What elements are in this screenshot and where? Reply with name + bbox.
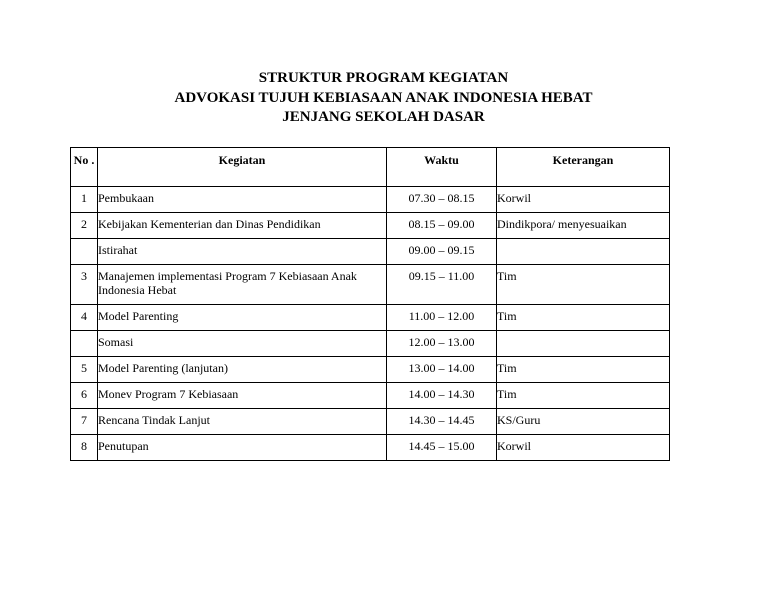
cell-kegiatan: Manajemen implementasi Program 7 Kebiasaan Anak Indonesia Hebat [98, 265, 387, 305]
cell-no: 1 [71, 187, 98, 213]
cell-waktu: 11.00 – 12.00 [387, 305, 497, 331]
table-row [71, 409, 670, 435]
cell-keterangan: Tim [497, 305, 670, 331]
cell-kegiatan: Istirahat [98, 239, 387, 265]
cell-keterangan: Korwil [497, 187, 670, 213]
cell-keterangan [497, 239, 670, 265]
cell-no [71, 331, 98, 357]
cell-waktu: 14.30 – 14.45 [387, 409, 497, 435]
schedule-table [70, 147, 670, 461]
cell-no: 8 [71, 435, 98, 461]
title-line-2: ADVOKASI TUJUH KEBIASAAN ANAK INDONESIA HEBAT [174, 89, 593, 106]
cell-keterangan [497, 331, 670, 357]
cell-no [71, 239, 98, 265]
table-row [71, 239, 670, 265]
cell-keterangan: KS/Guru [497, 409, 670, 435]
table-header-row [71, 148, 670, 187]
cell-keterangan: Korwil [497, 435, 670, 461]
cell-kegiatan: Somasi [98, 331, 387, 357]
cell-kegiatan: Model Parenting [98, 305, 387, 331]
cell-keterangan: Dindikpora/ menyesuaikan [497, 213, 670, 239]
cell-kegiatan: Kebijakan Kementerian dan Dinas Pendidikan [98, 213, 387, 239]
cell-kegiatan: Rencana Tindak Lanjut [98, 409, 387, 435]
header-kegiatan: Kegiatan [98, 148, 387, 187]
cell-waktu: 14.45 – 15.00 [387, 435, 497, 461]
cell-keterangan: Tim [497, 265, 670, 305]
header-keterangan: Keterangan [497, 148, 670, 187]
cell-no: 5 [71, 357, 98, 383]
cell-no: 2 [71, 213, 98, 239]
cell-waktu: 09.15 – 11.00 [387, 265, 497, 305]
title-line-3: JENJANG SEKOLAH DASAR [282, 109, 485, 125]
table-row [71, 357, 670, 383]
table-row [71, 435, 670, 461]
document-title [0, 69, 768, 128]
header-no: No . [71, 148, 98, 187]
title-line-1: STRUKTUR PROGRAM KEGIATAN [258, 70, 509, 86]
cell-no: 6 [71, 383, 98, 409]
cell-waktu: 13.00 – 14.00 [387, 357, 497, 383]
cell-waktu: 08.15 – 09.00 [387, 213, 497, 239]
header-waktu: Waktu [387, 148, 497, 187]
cell-waktu: 14.00 – 14.30 [387, 383, 497, 409]
cell-waktu: 12.00 – 13.00 [387, 331, 497, 357]
cell-waktu: 09.00 – 09.15 [387, 239, 497, 265]
table-row [71, 331, 670, 357]
cell-kegiatan: Monev Program 7 Kebiasaan [98, 383, 387, 409]
cell-kegiatan: Penutupan [98, 435, 387, 461]
table-row [71, 187, 670, 213]
cell-no: 7 [71, 409, 98, 435]
table-row [71, 213, 670, 239]
cell-keterangan: Tim [497, 383, 670, 409]
table-row [71, 305, 670, 331]
cell-keterangan: Tim [497, 357, 670, 383]
cell-kegiatan: Pembukaan [98, 187, 387, 213]
table-row [71, 383, 670, 409]
cell-waktu: 07.30 – 08.15 [387, 187, 497, 213]
cell-no: 4 [71, 305, 98, 331]
table-row [71, 265, 670, 305]
cell-no: 3 [71, 265, 98, 305]
cell-kegiatan: Model Parenting (lanjutan) [98, 357, 387, 383]
